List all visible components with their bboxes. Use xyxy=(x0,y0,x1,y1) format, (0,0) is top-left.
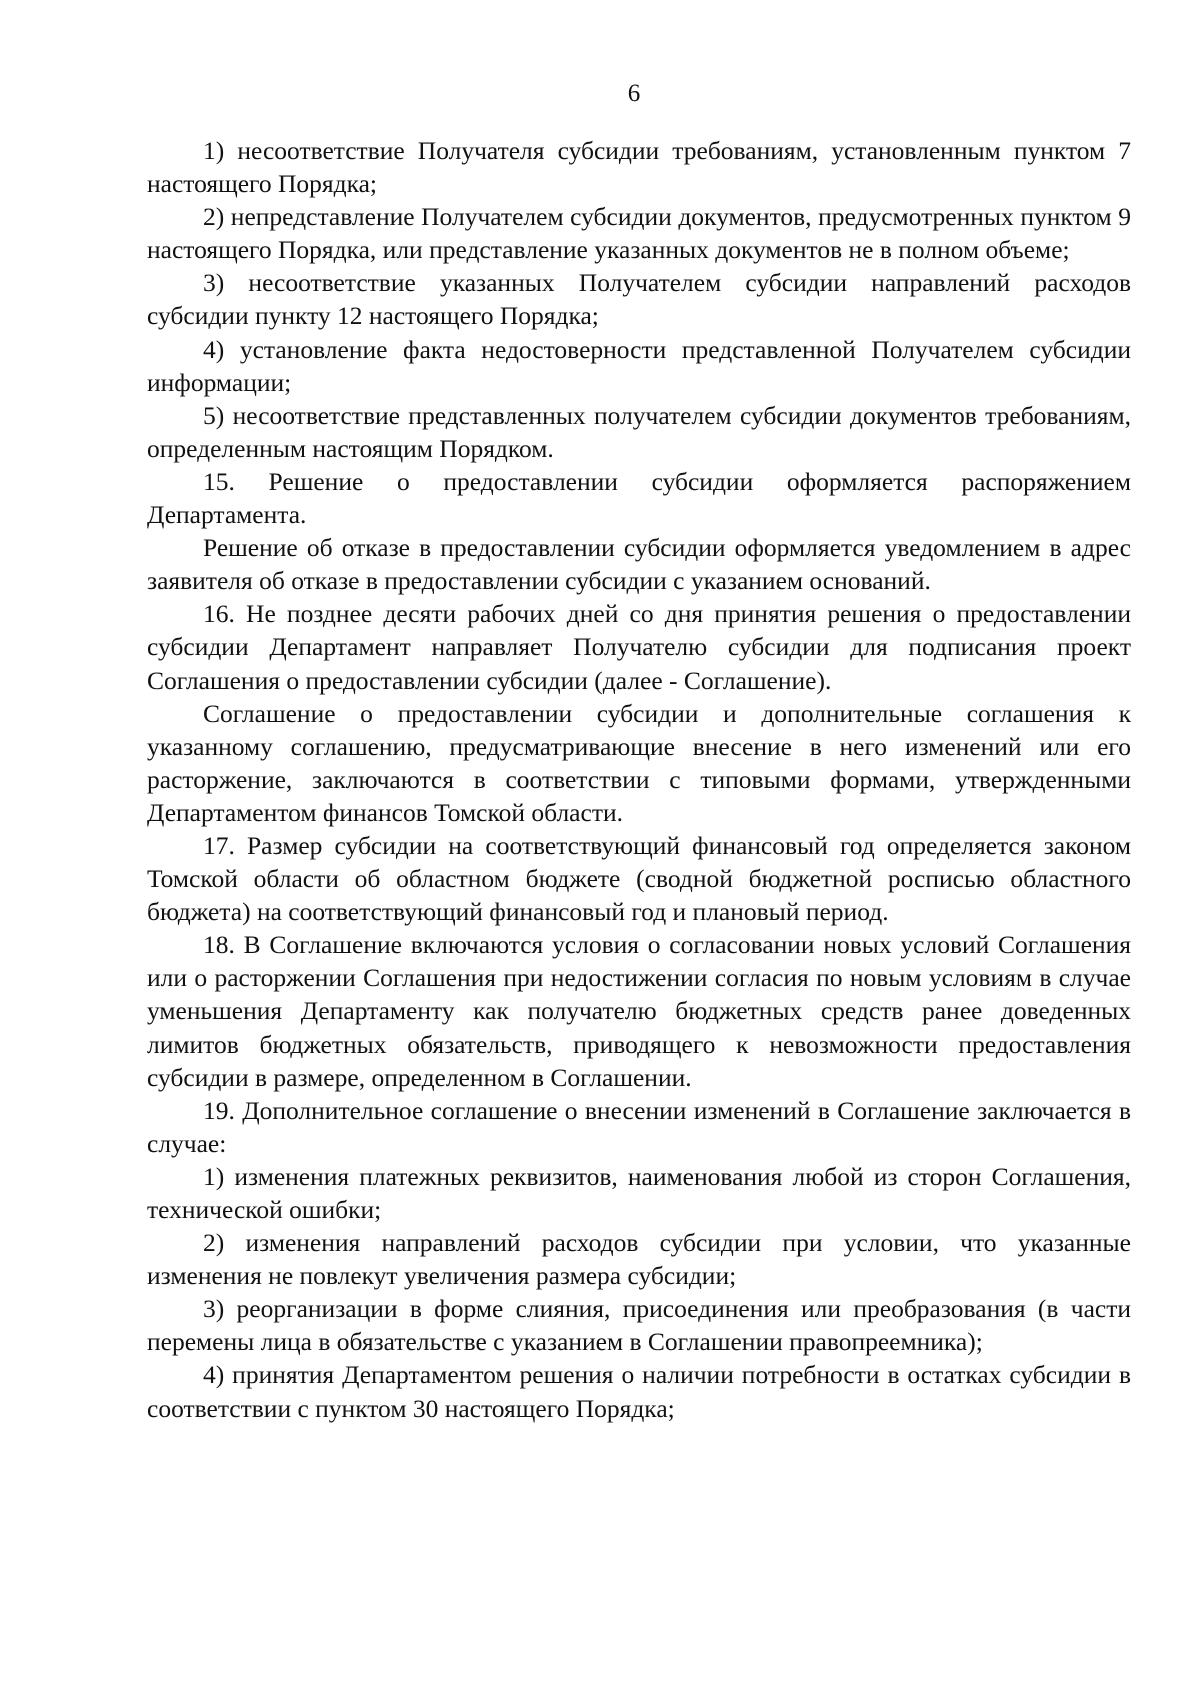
paragraph-clause-18: 18. В Соглашение включаются условия о согласовании новых условий Соглашения или о расторжении Соглашения при недостижении согласия по новым условиям в случае уменьшения Департаменту как получателю бюджетных средств ранее доведенных лимитов бюджетных обязательств, приводящего к невозможности предоставления субсидии в размере, определенном в Соглашении. xyxy=(147,930,1131,1092)
paragraph-clause-16: 16. Не позднее десяти рабочих дней со дня принятия решения о предоставлении субсидии Департамент направляет Получателю субсидии для подписания проект Соглашения о предоставлении субсидии (далее - Соглашение). xyxy=(147,599,1131,695)
paragraph-refusal-reason-3: 3) несоответствие указанных Получателем субсидии направлений расходов субсидии пункту 12 настоящего Порядка; xyxy=(147,268,1131,331)
paragraph-clause-19: 19. Дополнительное соглашение о внесении изменений в Соглашение заключается в случае: xyxy=(147,1095,1131,1158)
document-body xyxy=(147,134,1131,1425)
paragraph-clause-15: 15. Решение о предоставлении субсидии оформляется распоряжением Департамента. xyxy=(147,466,1131,530)
paragraph-clause-17: 17. Размер субсидии на соответствующий финансовый год определяется законом Томской области об областном бюджете (сводной бюджетной росписью областного бюджета) на соответствующий финансовый год и плановый период. xyxy=(147,830,1131,927)
paragraph-agreement-forms: Соглашение о предоставлении субсидии и дополнительные соглашения к указанному соглашению, предусматривающие внесение в него изменений или его расторжение, заключаются в соответствии с типовыми формами, утвержденными Департаментом финансов Томской области. xyxy=(147,698,1131,827)
page-number: 6 xyxy=(627,80,641,107)
paragraph-amendment-case-4: 4) принятия Департаментом решения о наличии потребности в остатках субсидии в соответствии с пунктом 30 настоящего Порядка; xyxy=(147,1360,1131,1423)
paragraph-refusal-reason-4: 4) установление факта недостоверности представленной Получателем субсидии информации; xyxy=(147,334,1131,397)
paragraph-amendment-case-3: 3) реорганизации в форме слияния, присоединения или преобразования (в части перемены лица в обязательстве с указанием в Соглашении правопреемника); xyxy=(147,1294,1131,1357)
paragraph-refusal-reason-5: 5) несоответствие представленных получателем субсидии документов требованиям, определенным настоящим Порядком. xyxy=(147,400,1131,463)
paragraph-amendment-case-2: 2) изменения направлений расходов субсидии при условии, что указанные изменения не повлекут увеличения размера субсидии; xyxy=(147,1228,1131,1291)
paragraph-refusal-reason-1: 1) несоответствие Получателя субсидии требованиям, установленным пунктом 7 настоящего Порядка; xyxy=(147,136,1131,199)
paragraph-refusal-reason-2: 2) непредставление Получателем субсидии документов, предусмотренных пунктом 9 настоящего Порядка, или представление указанных документов не в полном объеме; xyxy=(147,202,1131,265)
paragraph-refusal-notice: Решение об отказе в предоставлении субсидии оформляется уведомлением в адрес заявителя об отказе в предоставлении субсидии с указанием оснований. xyxy=(147,533,1131,596)
paragraph-amendment-case-1: 1) изменения платежных реквизитов, наименования любой из сторон Соглашения, технической ошибки; xyxy=(147,1161,1131,1224)
